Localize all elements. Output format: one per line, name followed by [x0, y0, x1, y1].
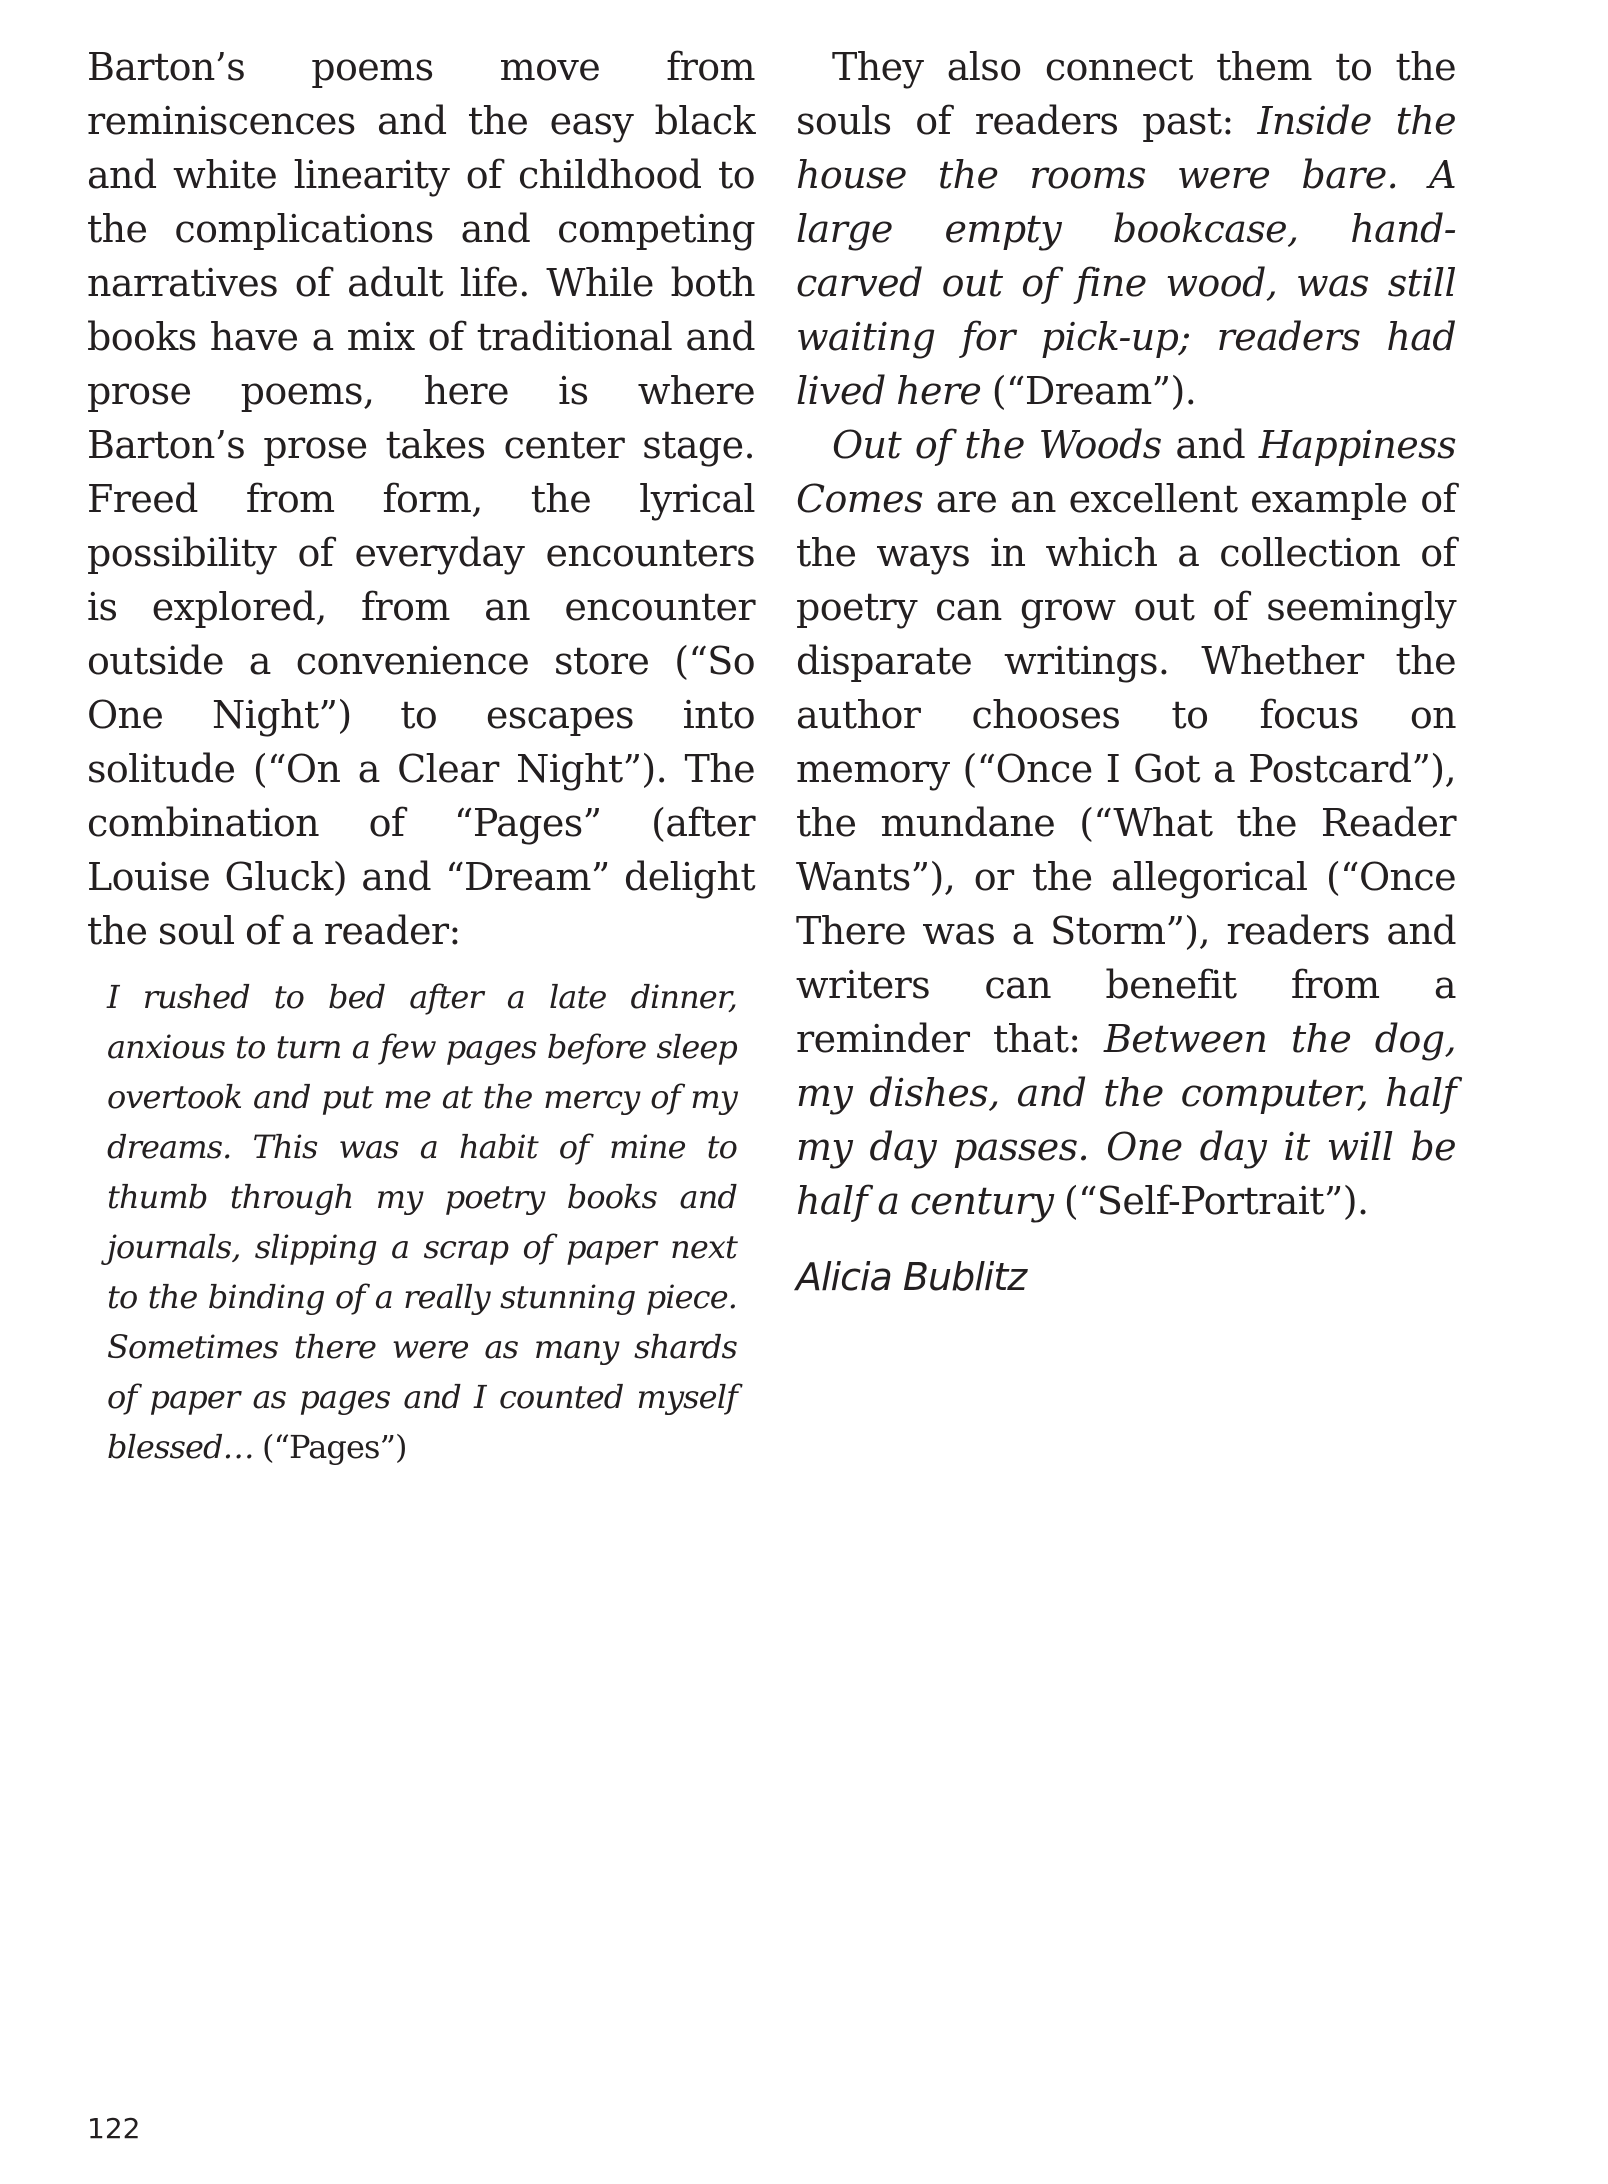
- poem-citation: (“Self-Portrait”).: [1053, 1179, 1369, 1223]
- right-column: [796, 40, 1456, 1304]
- poem-excerpt: Inside the house the rooms were bare. A large empty bookcase, hand-carved out of fine wood, was still waiting for pick-up; readers had lived here: [796, 99, 1457, 413]
- book-title: Out of the Woods: [832, 423, 1162, 467]
- page-number: 122: [87, 2112, 141, 2145]
- body-paragraph: [796, 40, 1456, 418]
- book-title: Happiness Comes: [796, 423, 1456, 521]
- poem-citation: (“Dream”).: [981, 369, 1197, 413]
- author-byline: Alicia Bublitz: [796, 1255, 1027, 1299]
- quote-text: I rushed to bed after a late dinner, anxious to turn a few pages before sleep overtook and put me at the mercy of my dreams. This was a habit of mine to thumb through my poetry books and journals, slipping a scrap of paper next to the binding of a really stunning piece. Sometimes there were as many shards of paper as pages and I counted myself blessed…: [107, 978, 737, 1466]
- block-quote: [107, 972, 737, 1472]
- quote-source: (“Pages”): [253, 1428, 407, 1466]
- body-paragraph: Barton’s poems move from reminiscences and the easy black and white linearity of childhood to the complications and competing narratives of adult life. While both books have a mix of traditional and prose poems, here is where Barton’s prose takes center stage. Freed from form, the lyrical possibility of everyday encounters is explored, from an encounter outside a convenience store (“So One Night”) to escapes into solitude (“On a Clear Night”). The combination of “Pages” (after Louise Gluck) and “Dream” delight the soul of a reader:: [87, 45, 755, 953]
- paragraph-lead: They also connect them to the souls of readers past:: [796, 45, 1456, 143]
- paragraph-text: are an excellent example of the ways in which a collection of poetry can grow out of seemingly disparate writings. Whether the author chooses to focus on memory (“Once I Got a Postcard”), the mundane (“What the Reader Wants”), or the allegorical (“Once There was a Storm”), readers and writers can benefit from a reminder that:: [796, 477, 1456, 1061]
- left-column: [87, 40, 755, 1472]
- body-paragraph: [796, 418, 1456, 1228]
- conjunction: and: [1161, 423, 1259, 467]
- poem-excerpt: Between the dog, my dishes, and the computer, half my day passes. One day it will be half a century: [796, 1017, 1456, 1223]
